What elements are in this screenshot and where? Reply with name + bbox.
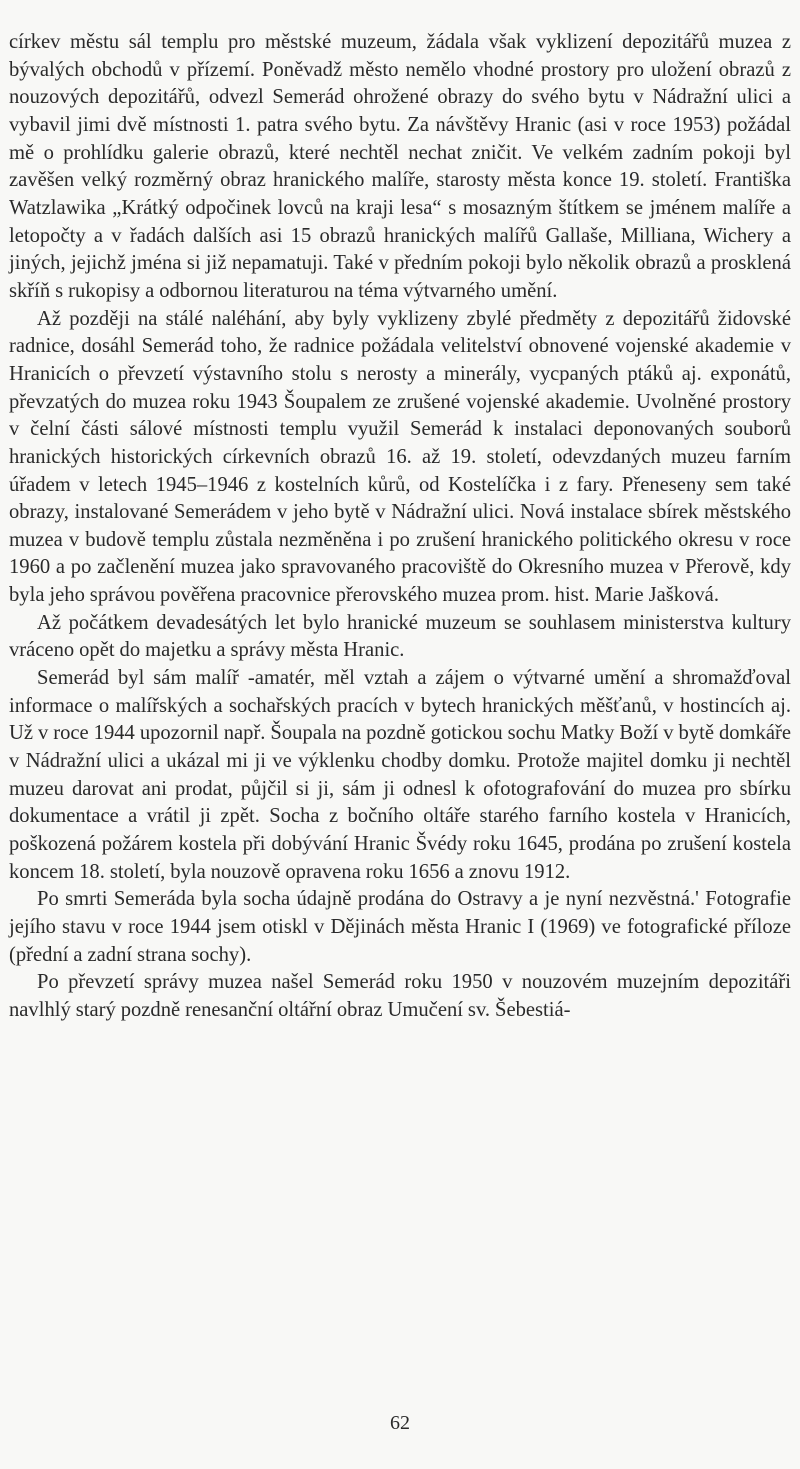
paragraph: církev městu sál templu pro městské muzeum, žádala však vyklizení depozitářů muzea z bývalých obchodů v přízemí. Poněvadž město nemělo vhodné prostory pro uložení obrazů z nouzových depozitářů, odvezl Semerád ohrožené obrazy do svého bytu v Nádražní ulici a vybavil jimi dvě místnosti 1. patra svého bytu. Za návštěvy Hranic (asi v roce 1953) požádal mě o prohlídku galerie obrazů, které nechtěl nechat zničit. Ve velkém zadním pokoji byl zavěšen velký rozměrný obraz hranického malíře, starosty města konce 19. století. Františka Watzlawika „Krátký odpočinek lovců na kraji lesa“ s mosazným štítkem se jménem malíře a letopočty a v řadách dalších asi 15 obrazů hranických malířů Gallaše, Milliana, Wichery a jiných, jejichž jména si již nepamatuji. Také v předním pokoji bylo několik obrazů a prosklená skříň s rukopisy a odbornou literaturou na téma výtvarného umění. [9,31,791,302]
body-text [9,29,791,1025]
paragraph: Po převzetí správy muzea našel Semerád roku 1950 v nouzovém muzejním depozitáři navlhlý starý pozdně renesanční oltářní obraz Umučení sv. Šebestiá- [9,971,791,1021]
paragraph: Po smrti Semeráda byla socha údajně prodána do Ostravy a je nyní nezvěstná.' Fotografie jejího stavu v roce 1944 jsem otiskl v Dějinách města Hranic I (1969) ve fotografické příloze (přední a zadní strana sochy). [9,888,791,966]
paragraph: Až později na stálé naléhání, aby byly vyklizeny zbylé předměty z depozitářů židovské radnice, dosáhl Semerád toho, že radnice požádala velitelství obnovené vojenské akademie v Hranicích o převzetí výstavního stolu s nerosty a minerály, vycpaných ptáků aj. exponátů, převzatých do muzea roku 1943 Šoupalem ze zrušené vojenské akademie. Uvolněné prostory v čelní části sálové místnosti templu využil Semerád k instalaci deponovaných souborů hranických historických církevních obrazů 16. až 19. století, odevzdaných muzeu farním úřadem v letech 1945–1946 z kostelních kůrů, od Kostelíčka i z fary. Přeneseny sem také obrazy, instalované Semerádem v jeho bytě v Nádražní ulici. Nová instalace sbírek městského muzea v budově templu zůstala nezměněna i po zrušení hranického politického okresu v roce 1960 a po začlenění muzea jako spravovaného pracoviště do Okresního muzea v Přerově, kdy byla jeho správou pověřena pracovnice přerovského muzea prom. hist. Marie Jašková. [9,307,791,607]
paragraph: Semerád byl sám malíř -amatér, měl vztah a zájem o výtvarné umění a shromažďoval informace o malířských a sochařských pracích v bytech hranických měšťanů, v hostincích aj. Už v roce 1944 upozornil např. Šoupala na pozdně gotickou sochu Matky Boží v bytě domkáře v Nádražní ulici a ukázal mi ji ve výklenku chodby domku. Protože majitel domku ji nechtěl muzeu darovat ani prodat, půjčil si ji, sám ji odnesl k ofotografování do muzea pro sbírku dokumentace a vrátil ji zpět. Socha z bočního oltáře starého farního kostela v Hranicích, poškozená požárem kostela při dobývání Hranic Švédy roku 1645, prodána po zrušení kostela koncem 18. století, byla nouzově opravena roku 1656 a znovu 1912. [9,667,791,883]
paragraph: Až počátkem devadesátých let bylo hranické muzeum se souhlasem ministerstva kultury vráceno opět do majetku a správy města Hranic. [9,611,791,662]
page-number: 62 [390,1412,410,1434]
